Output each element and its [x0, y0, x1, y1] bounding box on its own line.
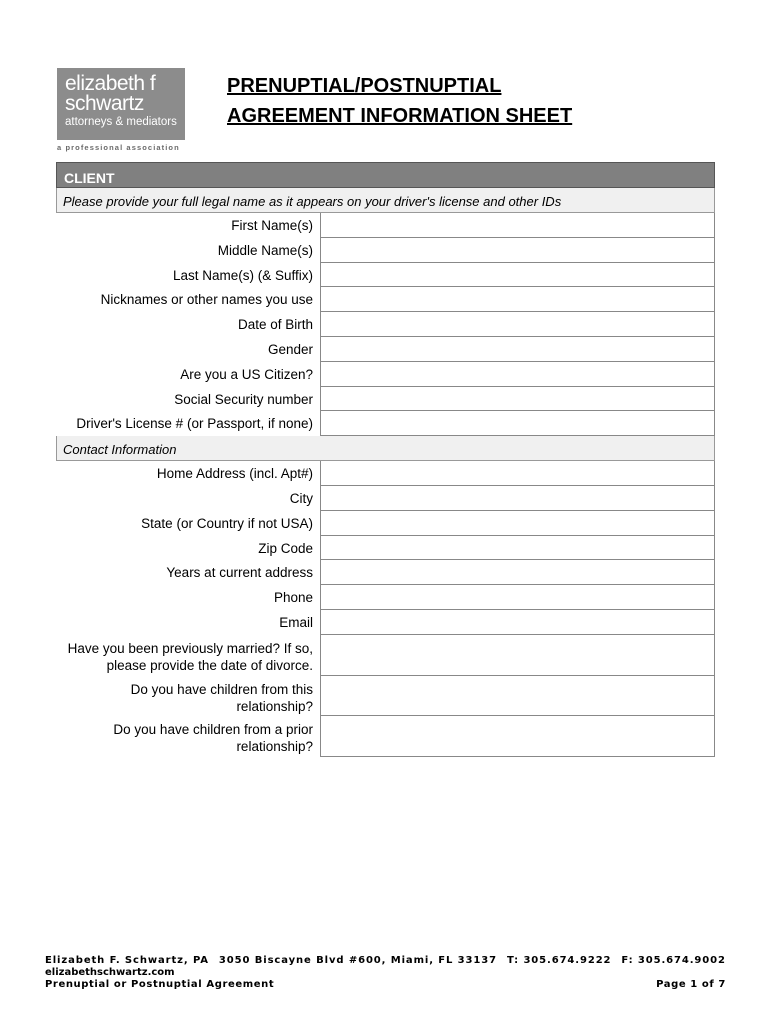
children-prior-relationship-field[interactable]: [320, 716, 715, 757]
logo-tagline: a professional association: [57, 143, 180, 152]
us-citizen-field[interactable]: [320, 362, 715, 387]
date-of-birth-field[interactable]: [320, 312, 715, 337]
form-row: [56, 585, 715, 610]
field-label: Email: [279, 614, 313, 630]
field-label: Middle Name(s): [217, 242, 313, 258]
form-row: [56, 635, 715, 676]
zip-code-field[interactable]: [320, 536, 715, 561]
field-label: Home Address (incl. Apt#): [156, 466, 313, 482]
form-row: [56, 263, 715, 288]
previous-marriage-field[interactable]: [320, 635, 715, 676]
document-title: [227, 71, 572, 131]
form-row: [56, 486, 715, 511]
field-label: First Name(s): [231, 218, 313, 233]
form-row: [56, 387, 715, 412]
field-label: Date of Birth: [237, 317, 313, 333]
years-at-address-field[interactable]: [320, 560, 715, 585]
contact-info-header: Contact Information: [56, 436, 715, 461]
footer-contact-line: [45, 955, 726, 967]
field-label: Are you a US Citizen?: [180, 366, 313, 382]
field-label: Do you have children from a prior relationship?: [113, 722, 313, 755]
footer-address: 3050 Biscayne Blvd #600, Miami, FL 33137: [218, 955, 497, 966]
first-name-field[interactable]: [320, 213, 715, 238]
form-row: [56, 312, 715, 337]
logo-line-2: schwartz: [65, 92, 144, 115]
logo-line-3: attorneys & mediators: [65, 116, 177, 128]
title-line-2: AGREEMENT INFORMATION SHEET: [227, 105, 573, 127]
form-row: [56, 676, 715, 717]
form-row: [56, 536, 715, 561]
field-label: Gender: [267, 341, 313, 357]
home-address-field[interactable]: [320, 461, 715, 486]
field-label: State (or Country if not USA): [141, 515, 313, 531]
form-row: [56, 238, 715, 263]
field-label: Have you been previously married? If so, please provide the date of divorce.: [67, 640, 313, 673]
footer-doc-line: [45, 979, 726, 991]
city-field[interactable]: [320, 486, 715, 511]
middle-name-field[interactable]: [320, 238, 715, 263]
footer-doc-name: Prenuptial or Postnuptial Agreement: [45, 979, 275, 990]
field-label: Phone: [273, 590, 313, 606]
page-footer: [45, 955, 726, 991]
form-row: [56, 362, 715, 387]
field-label: Driver's License # (or Passport, if none): [76, 416, 313, 432]
form-row: [56, 461, 715, 486]
ssn-field[interactable]: [320, 387, 715, 412]
footer-firm: Elizabeth F. Schwartz, PA: [45, 955, 209, 966]
form-row: [56, 716, 715, 757]
logo-line-1: elizabeth f: [65, 72, 156, 95]
footer-website: elizabethschwartz.com: [45, 967, 175, 978]
form-row: [56, 411, 715, 436]
nicknames-field[interactable]: [320, 287, 715, 312]
footer-phone: T: 305.674.9222: [506, 955, 612, 966]
drivers-license-field[interactable]: [320, 411, 715, 436]
email-field[interactable]: [320, 610, 715, 635]
field-label: Years at current address: [166, 565, 313, 581]
form-row: [56, 287, 715, 312]
firm-logo: [57, 68, 185, 140]
name-instruction: Please provide your full legal name as it appears on your driver's license and other IDs: [56, 188, 715, 213]
phone-field[interactable]: [320, 585, 715, 610]
field-label: City: [289, 490, 313, 506]
last-name-field[interactable]: [320, 263, 715, 288]
field-label: Nicknames or other names you use: [100, 292, 313, 308]
footer-fax: F: 305.674.9002: [621, 955, 726, 966]
client-form: [56, 162, 715, 757]
state-field[interactable]: [320, 511, 715, 536]
form-row: [56, 560, 715, 585]
field-label: Last Name(s) (& Suffix): [172, 267, 313, 283]
section-header-client: CLIENT: [56, 162, 715, 188]
field-label: Social Security number: [174, 391, 313, 407]
form-row: [56, 511, 715, 536]
form-row: [56, 610, 715, 635]
footer-page-number: Page 1 of 7: [656, 979, 726, 990]
title-line-1: PRENUPTIAL/POSTNUPTIAL: [227, 75, 502, 97]
form-row: [56, 337, 715, 362]
field-label: Zip Code: [258, 540, 313, 556]
gender-field[interactable]: [320, 337, 715, 362]
children-this-relationship-field[interactable]: [320, 676, 715, 717]
form-row: [56, 213, 715, 238]
field-label: Do you have children from this relationship?: [130, 681, 313, 714]
